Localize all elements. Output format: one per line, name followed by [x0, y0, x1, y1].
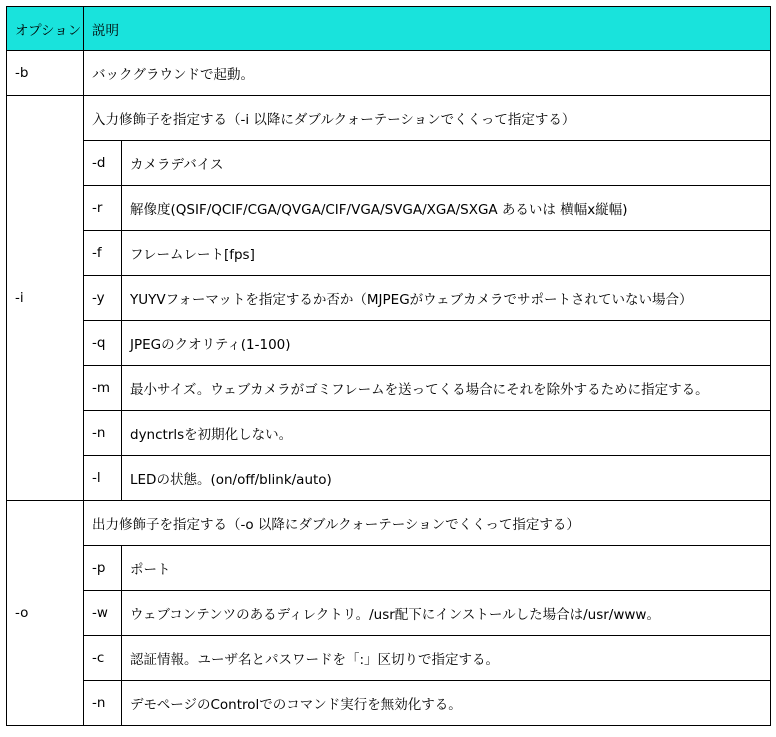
sub-flag: -w — [84, 591, 122, 636]
sub-desc: ポート — [122, 546, 771, 591]
sub-desc: LEDの状態。(on/off/blink/auto) — [122, 456, 771, 501]
option-o: -o — [7, 501, 84, 726]
table-row — [7, 231, 771, 276]
sub-desc: dynctrlsを初期化しない。 — [122, 411, 771, 456]
options-table — [6, 6, 771, 726]
table-row — [7, 141, 771, 186]
table-row — [7, 591, 771, 636]
sub-desc: フレームレート[fps] — [122, 231, 771, 276]
table-row — [7, 411, 771, 456]
sub-desc: 認証情報。ユーザ名とパスワードを「:」区切りで指定する。 — [122, 636, 771, 681]
sub-flag: -c — [84, 636, 122, 681]
table-row — [7, 96, 771, 141]
sub-desc: 解像度(QSIF/QCIF/CGA/QVGA/CIF/VGA/SVGA/XGA/SXGA あるいは 横幅x縦幅) — [122, 186, 771, 231]
table-row — [7, 681, 771, 726]
option-i: -i — [7, 96, 84, 501]
header-option: オプション — [7, 7, 84, 51]
sub-flag: -q — [84, 321, 122, 366]
sub-flag: -f — [84, 231, 122, 276]
sub-flag: -p — [84, 546, 122, 591]
header-description: 説明 — [84, 7, 771, 51]
sub-desc: カメラデバイス — [122, 141, 771, 186]
sub-desc: YUYVフォーマットを指定するか否か（MJPEGがウェブカメラでサポートされていない場合） — [122, 276, 771, 321]
table-row — [7, 51, 771, 96]
table-row — [7, 276, 771, 321]
table-row — [7, 501, 771, 546]
intro-o: 出力修飾子を指定する（-o 以降にダブルクォーテーションでくくって指定する） — [84, 501, 771, 546]
table-row — [7, 636, 771, 681]
sub-flag: -m — [84, 366, 122, 411]
header-row — [7, 7, 771, 51]
table-row — [7, 186, 771, 231]
sub-flag: -n — [84, 411, 122, 456]
sub-flag: -n — [84, 681, 122, 726]
sub-flag: -y — [84, 276, 122, 321]
description-b: バックグラウンドで起動。 — [84, 51, 771, 96]
intro-i: 入力修飾子を指定する（-i 以降にダブルクォーテーションでくくって指定する） — [84, 96, 771, 141]
sub-flag: -r — [84, 186, 122, 231]
sub-desc: デモページのControlでのコマンド実行を無効化する。 — [122, 681, 771, 726]
sub-flag: -l — [84, 456, 122, 501]
table-row — [7, 546, 771, 591]
table-row — [7, 366, 771, 411]
sub-desc: 最小サイズ。ウェブカメラがゴミフレームを送ってくる場合にそれを除外するために指定する。 — [122, 366, 771, 411]
sub-flag: -d — [84, 141, 122, 186]
option-b: -b — [7, 51, 84, 96]
sub-desc: JPEGのクオリティ(1-100) — [122, 321, 771, 366]
table-row — [7, 456, 771, 501]
table-row — [7, 321, 771, 366]
sub-desc: ウェブコンテンツのあるディレクトリ。/usr配下にインストールした場合は/usr/www。 — [122, 591, 771, 636]
